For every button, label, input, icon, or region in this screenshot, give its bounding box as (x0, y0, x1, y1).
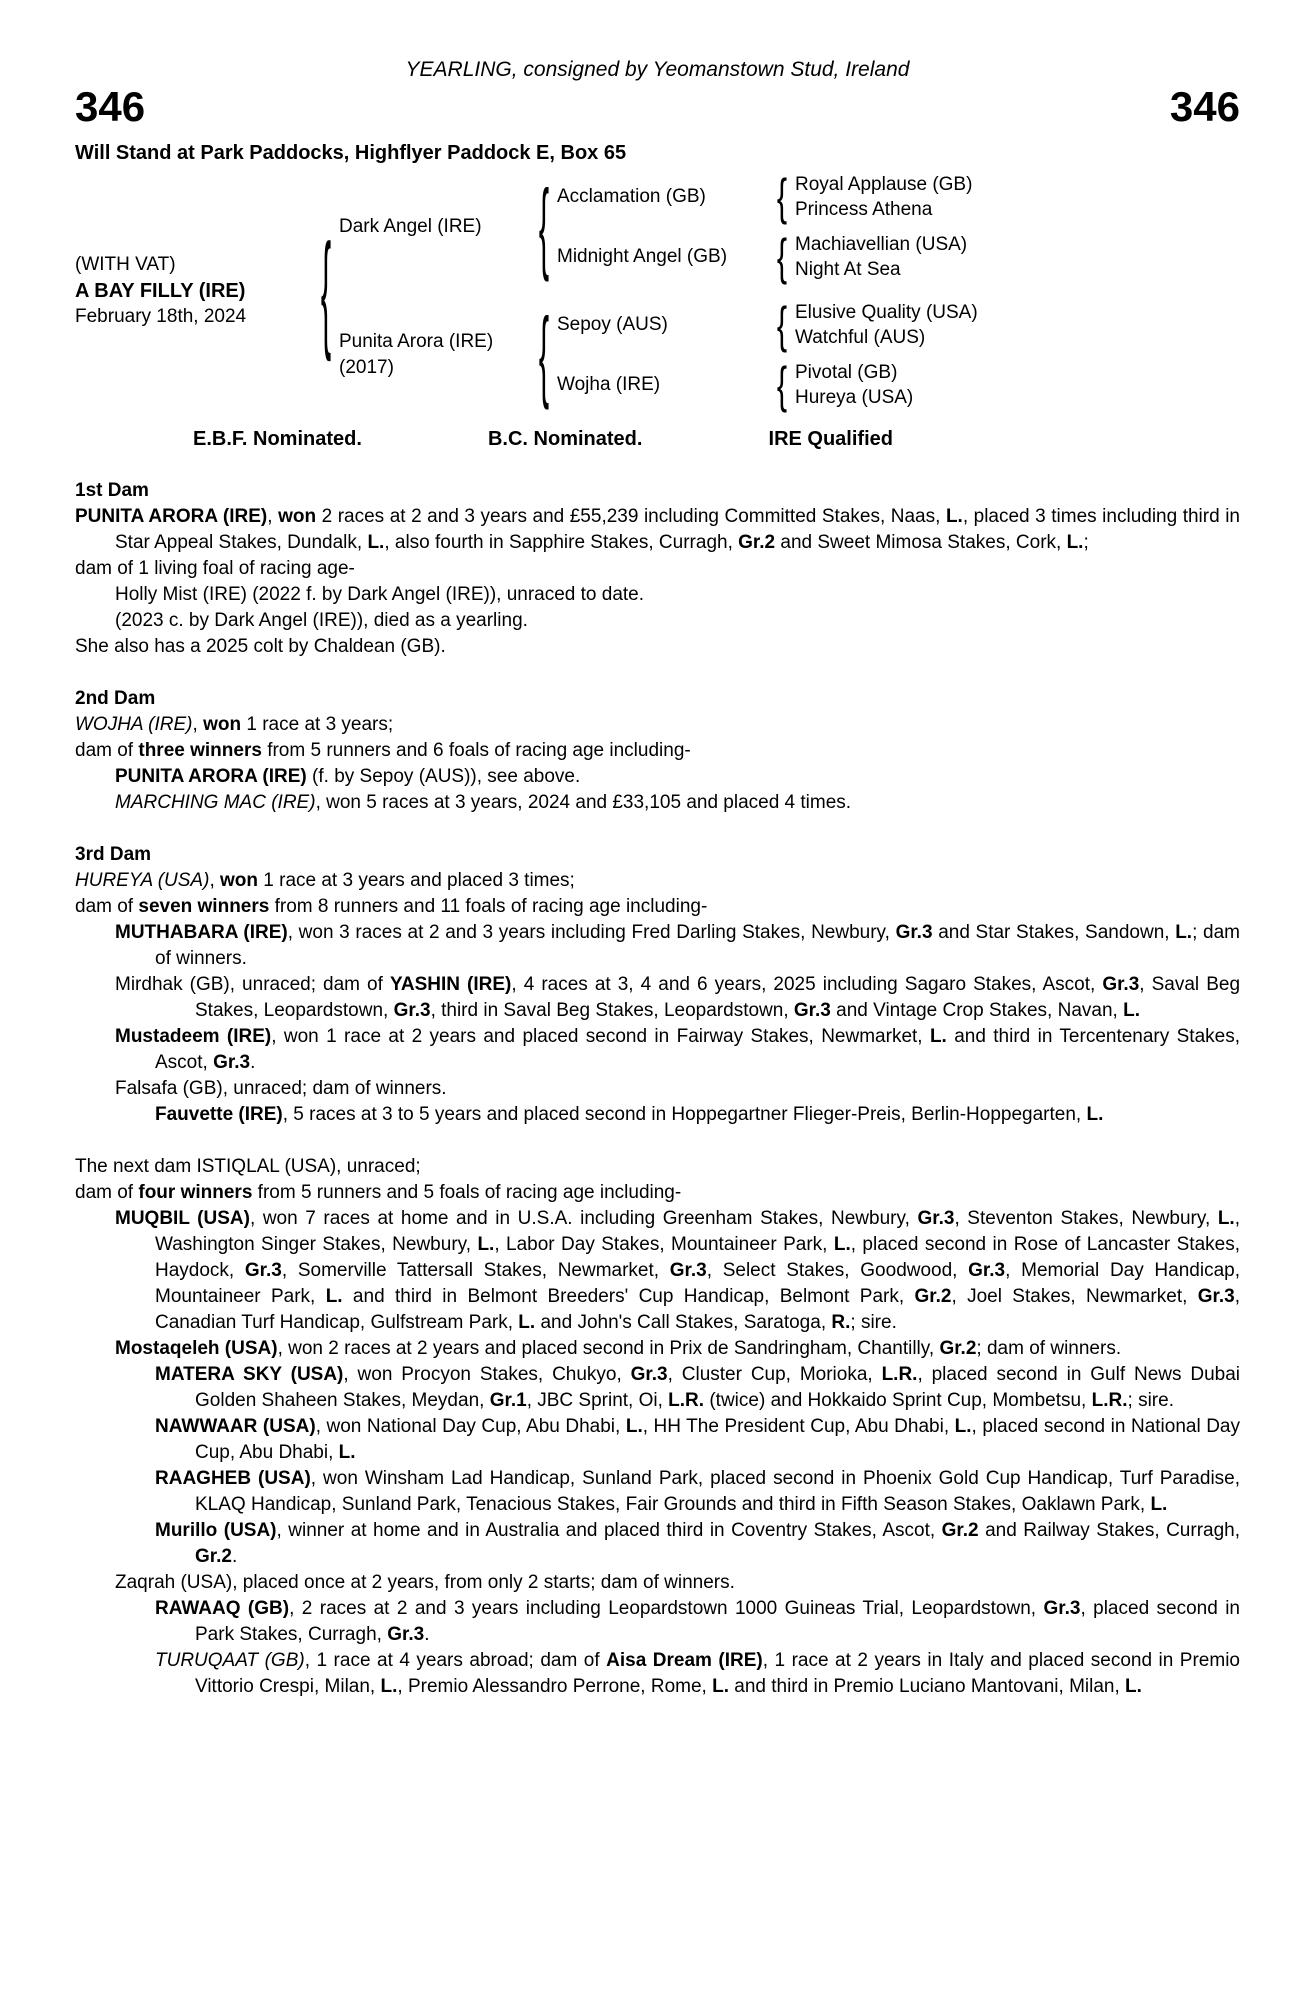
bc-nominated-label: B.C. Nominated. (487, 428, 643, 450)
catalogue-paragraph: She also has a 2025 colt by Chaldean (GB). (75, 636, 446, 657)
catalogue-paragraph: WOJHA (IRE), won 1 race at 3 years; (75, 714, 394, 735)
catalogue-paragraph: dam of seven winners from 8 runners and 11 foals of racing age including- (75, 896, 708, 917)
catalogue-paragraph: Mirdhak (GB), unraced; dam of YASHIN (IRE), 4 races at 3, 4 and 6 years, 2025 including Sagaro Stakes, Ascot, Gr.3, Saval Beg Stakes, Leopardstown, Gr.3, third in Saval Beg Stakes, Leopardstown, Gr.3 and Vintage Crop Stakes, Navan, L. (115, 974, 1241, 1021)
subject-name: A BAY FILLY (IRE) (75, 280, 246, 302)
catalogue-paragraph: Mustadeem (IRE), won 1 race at 2 years and placed second in Fairway Stakes, Newmarket, L. and third in Tercentenary Stakes, Ascot, Gr.3. (115, 1026, 1240, 1073)
ebf-nominated-label: E.B.F. Nominated. (193, 428, 362, 450)
catalogue-paragraph: dam of four winners from 5 runners and 5 foals of racing age including- (75, 1182, 682, 1203)
great-grandparent-name: Night At Sea (795, 259, 901, 280)
sire-branch (339, 167, 978, 285)
catalogue-paragraph: RAAGHEB (USA), won Winsham Lad Handicap, Sunland Park, placed second in Phoenix Gold Cup Handicap, Turf Paradise, KLAQ Handicap, Sunland Park, Tenacious Stakes, Fair Grounds and third in Fifth Season Stakes, Oaklawn Park, L. (155, 1468, 1241, 1515)
lot-number-right: 346 (1169, 83, 1240, 130)
catalogue-paragraph: dam of 1 living foal of racing age- (75, 558, 355, 579)
catalogue-paragraph: PUNITA ARORA (IRE), won 2 races at 2 and 3 years and £55,239 including Committed Stakes, Naas, L., placed 3 times including third in Star Appeal Stakes, Dundalk, L., also fourth in Sapphire Stakes, Curragh, Gr.2 and Sweet Mimosa Stakes, Cork, L.; (75, 506, 1240, 553)
section-heading: 3rd Dam (75, 844, 152, 865)
catalogue-paragraph: (2023 c. by Dark Angel (IRE)), died as a yearling. (115, 610, 528, 631)
catalogue-paragraph: Holly Mist (IRE) (2022 f. by Dark Angel (IRE)), unraced to date. (115, 584, 645, 605)
catalogue-paragraph: Zaqrah (USA), placed once at 2 years, from only 2 starts; dam of winners. (115, 1572, 735, 1593)
catalogue-paragraph: Fauvette (IRE), 5 races at 3 to 5 years and placed second in Hoppegartner Flieger-Preis, Berlin-Hoppegarten, L. (155, 1104, 1104, 1125)
dam-section (75, 478, 1240, 660)
dam-branch (339, 295, 978, 413)
subject-details (75, 252, 313, 330)
ire-qualified-label: IRE Qualified (768, 428, 893, 450)
lot-number-row (75, 84, 1240, 130)
nominations-line (193, 426, 893, 452)
consignor-line: YEARLING, consigned by Yeomanstown Stud, Ireland (405, 58, 910, 81)
sire-grandsire-name: Acclamation (GB) (557, 186, 706, 207)
catalogue-paragraph: MATERA SKY (USA), won Procyon Stakes, Chukyo, Gr.3, Cluster Cup, Morioka, L.R., placed second in Gulf News Dubai Golden Shaheen Stakes, Meydan, Gr.1, JBC Sprint, Oi, L.R. (twice) and Hokkaido Sprint Cup, Mombetsu, L.R.; sire. (155, 1364, 1240, 1411)
catalogue-paragraph: Mostaqeleh (USA), won 2 races at 2 years and placed second in Prix de Sandringham, Chantilly, Gr.2; dam of winners. (115, 1338, 1122, 1359)
lot-number-left: 346 (75, 83, 146, 130)
stand-location-line: Will Stand at Park Paddocks, Highflyer Paddock E, Box 65 (75, 142, 627, 164)
dam-brace-icon: { (538, 296, 550, 411)
catalogue-paragraph: RAWAAQ (GB), 2 races at 2 and 3 years including Leopardstown 1000 Guineas Trial, Leopardstown, Gr.3, placed second in Park Stakes, Curragh, Gr.3. (155, 1598, 1241, 1645)
dam-section (75, 686, 1240, 816)
catalogue-paragraph: Falsafa (GB), unraced; dam of winners. (115, 1078, 447, 1099)
sire-brace-icon: { (538, 168, 550, 283)
brace-icon: { (776, 295, 788, 353)
brace-icon: { (776, 355, 788, 413)
dam-granddam-name: Wojha (IRE) (557, 374, 661, 395)
dam-name: Punita Arora (IRE) (339, 331, 494, 352)
catalogue-paragraph: TURUQAAT (GB), 1 race at 4 years abroad; dam of Aisa Dream (IRE), 1 race at 2 years in Italy and placed second in Premio Vittorio Crespi, Milan, L., Premio Alessandro Perrone, Rome, L. and third in Premio Luciano Mantovani, Milan, L. (155, 1650, 1240, 1697)
pedigree-sections (75, 478, 1240, 1700)
section-heading: 2nd Dam (75, 688, 156, 709)
catalogue-paragraph: dam of three winners from 5 runners and 6 foals of racing age including- (75, 740, 691, 761)
dam-section (75, 1154, 1240, 1700)
great-grandparent-name: Pivotal (GB) (795, 362, 898, 383)
great-grandparent-name: Royal Applause (GB) (795, 174, 973, 195)
sire-granddam-row (557, 227, 972, 285)
great-grandparent-name: Hureya (USA) (795, 387, 914, 408)
catalogue-paragraph: MUTHABARA (IRE), won 3 races at 2 and 3 years including Fred Darling Stakes, Newbury, Gr.3 and Star Stakes, Sandown, L.; dam of winners. (115, 922, 1240, 969)
catalogue-paragraph: MARCHING MAC (IRE), won 5 races at 3 years, 2024 and £33,105 and placed 4 times. (115, 792, 852, 813)
dam-section (75, 842, 1240, 1128)
catalogue-paragraph: Murillo (USA), winner at home and in Australia and placed third in Coventry Stakes, Ascot, Gr.2 and Railway Stakes, Curragh, Gr.2. (155, 1520, 1241, 1567)
parents-column (339, 167, 978, 413)
great-grandparent-name: Watchful (AUS) (795, 327, 926, 348)
section-heading: 1st Dam (75, 480, 149, 501)
catalogue-paragraph: MUQBIL (USA), won 7 races at home and in U.S.A. including Greenham Stakes, Newbury, Gr.3, Steventon Stakes, Newbury, L., Washington Singer Stakes, Newbury, L., Labor Day Stakes, Mountaineer Park, L., placed second in Rose of Lancaster Stakes, Haydock, Gr.3, Somerville Tattersall Stakes, Newmarket, Gr.3, Select Stakes, Goodwood, Gr.3, Memorial Day Handicap, Mountaineer Park, L. and third in Belmont Breeders' Cup Handicap, Belmont Park, Gr.2, Joel Stakes, Newmarket, Gr.3, Canadian Turf Handicap, Gulfstream Park, L. and John's Call Stakes, Saratoga, R.; sire. (115, 1208, 1240, 1333)
great-grandparent-name: Princess Athena (795, 199, 933, 220)
brace-icon: { (776, 227, 788, 285)
pedigree-table (75, 167, 1240, 413)
catalogue-paragraph: The next dam ISTIQLAL (USA), unraced; (75, 1156, 421, 1177)
dam-grandsire-row (557, 295, 978, 353)
sire-granddam-name: Midnight Angel (GB) (557, 246, 728, 267)
vat-note: (WITH VAT) (75, 254, 176, 275)
sire-name: Dark Angel (IRE) (339, 216, 482, 237)
dam-year: (2017) (339, 357, 394, 378)
catalogue-paragraph: HUREYA (USA), won 1 race at 3 years and placed 3 times; (75, 870, 575, 891)
catalogue-paragraph: NAWWAAR (USA), won National Day Cup, Abu Dhabi, L., HH The President Cup, Abu Dhabi, L., placed second in National Day Cup, Abu Dhabi, L. (155, 1416, 1240, 1463)
root-brace-icon: { (320, 215, 332, 363)
sire-grandsire-row (557, 167, 973, 225)
brace-icon: { (776, 167, 788, 225)
great-grandparent-name: Elusive Quality (USA) (795, 302, 978, 323)
dam-granddam-row (557, 355, 978, 413)
dam-name-block (339, 329, 531, 381)
foaling-date: February 18th, 2024 (75, 306, 247, 327)
catalogue-paragraph: PUNITA ARORA (IRE) (f. by Sepoy (AUS)), see above. (115, 766, 581, 787)
great-grandparent-name: Machiavellian (USA) (795, 234, 968, 255)
dam-grandsire-name: Sepoy (AUS) (557, 314, 668, 335)
